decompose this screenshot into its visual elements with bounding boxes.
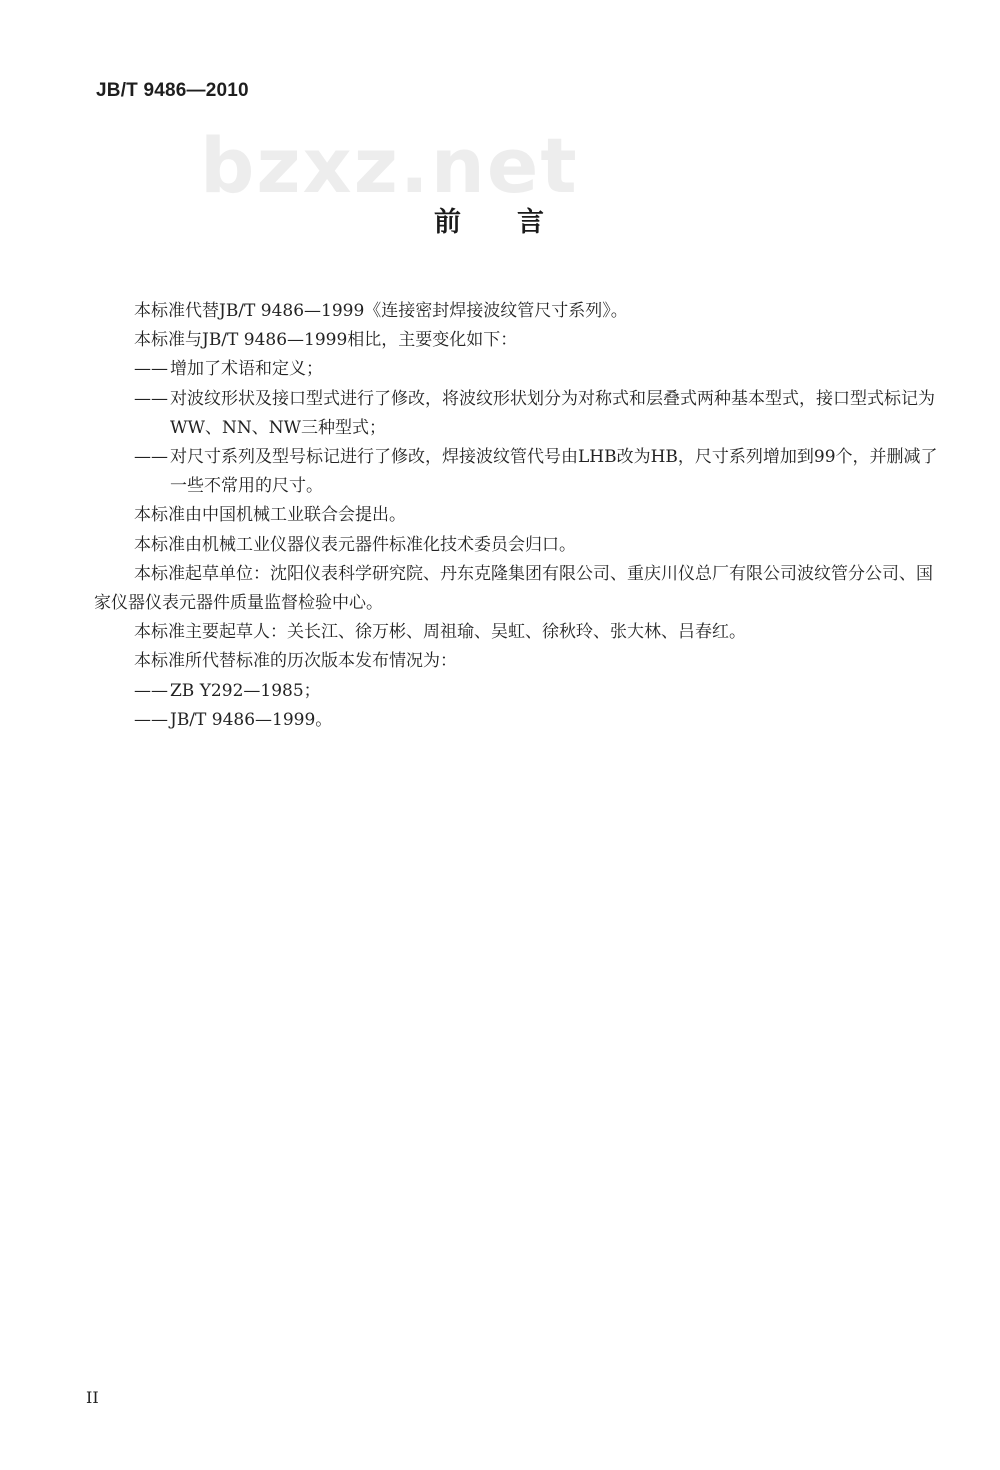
change-text: 增加了术语和定义； (170, 359, 323, 380)
foreword-paragraph: 本标准由中国机械工业联合会提出。 (134, 505, 406, 526)
foreword-paragraph: 本标准起草单位：沈阳仪表科学研究院、丹东克隆集团有限公司、重庆川仪总厂有限公司波纹管分公司、国家仪器仪表元器件质量监督检验中心。 (94, 563, 933, 614)
history-text: ZB Y292—1985； (170, 680, 321, 701)
change-text: 对波纹形状及接口型式进行了修改，将波纹形状划分为对称式和层叠式两种基本型式，接口型式标记为WW、NN、NW三种型式； (170, 388, 935, 438)
watermark: bzxz.net (200, 121, 579, 210)
dash-marker: —— (134, 359, 168, 380)
standard-number: JB/T 9486—2010 (96, 80, 249, 101)
history-list-item (94, 677, 946, 706)
dash-marker: —— (134, 709, 168, 730)
change-list-item (94, 355, 946, 384)
foreword-paragraph: 本标准主要起草人：关长江、徐万彬、周祖瑜、吴虹、徐秋玲、张大林、吕春红。 (134, 622, 746, 643)
page-title: 前言 (434, 207, 600, 238)
foreword-body (94, 297, 946, 735)
foreword-paragraph: 本标准代替JB/T 9486—1999《连接密封焊接波纹管尺寸系列》。 (134, 301, 628, 321)
page-number: II (86, 1388, 99, 1407)
change-list-item (94, 443, 946, 501)
foreword-paragraph: 本标准所代替标准的历次版本发布情况为： (134, 651, 457, 672)
foreword-paragraph: 本标准与JB/T 9486—1999相比，主要变化如下： (134, 330, 518, 351)
history-text: JB/T 9486—1999。 (170, 709, 333, 730)
change-list-item (94, 385, 946, 443)
foreword-paragraph: 本标准由机械工业仪器仪表元器件标准化技术委员会归口。 (134, 534, 576, 555)
history-list-item (94, 706, 946, 735)
dash-marker: —— (134, 447, 168, 468)
dash-marker: —— (134, 680, 168, 701)
change-text: 对尺寸系列及型号标记进行了修改，焊接波纹管代号由LHB改为HB，尺寸系列增加到99个，并删减了一些不常用的尺寸。 (170, 447, 938, 497)
dash-marker: —— (134, 388, 168, 409)
